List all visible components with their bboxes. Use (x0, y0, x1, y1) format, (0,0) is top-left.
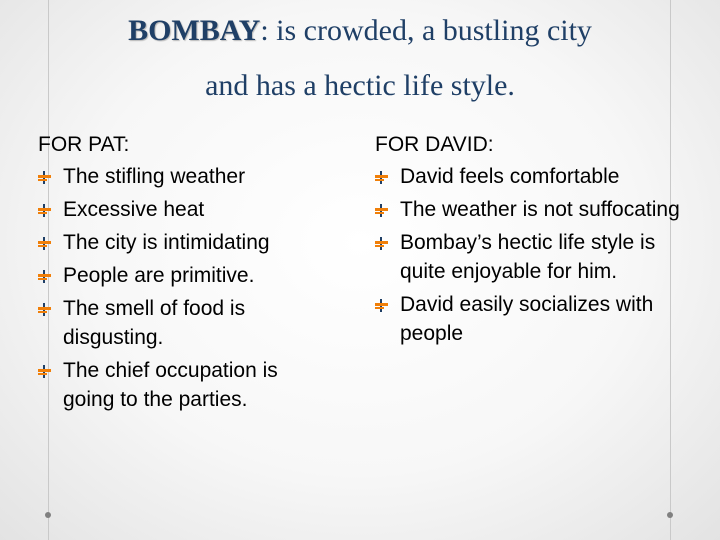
list-item (38, 261, 328, 290)
pat-list (38, 162, 328, 414)
arrow-bullet-icon (375, 237, 388, 250)
arrow-bullet-icon (375, 204, 388, 217)
slide-title (0, 8, 720, 108)
list-item-text: The chief occupation is going to the parties. (63, 359, 278, 411)
arrow-bullet-icon (375, 299, 388, 312)
list-item (38, 195, 328, 224)
list-item (38, 356, 328, 414)
list-item-text: David feels comfortable (400, 165, 620, 188)
title-line-1-text: : is crowded, a bustling city (260, 14, 592, 47)
arrow-bullet-icon (38, 204, 51, 217)
list-item (38, 294, 328, 352)
left-frame-dot (45, 512, 51, 518)
arrow-bullet-icon (38, 171, 51, 184)
arrow-bullet-icon (38, 270, 51, 283)
pat-column (38, 129, 328, 418)
arrow-bullet-icon (38, 303, 51, 316)
right-frame-dot (667, 512, 673, 518)
list-item-text: Excessive heat (63, 198, 205, 221)
arrow-bullet-icon (375, 171, 388, 184)
title-line-2: and has a hectic life style. (205, 69, 515, 102)
list-item-text: The city is intimidating (63, 231, 270, 254)
list-item (375, 228, 705, 286)
arrow-bullet-icon (38, 237, 51, 250)
title-line-1 (0, 8, 720, 53)
list-item-text: Bombay’s hectic life style is quite enjoyable for him. (400, 231, 656, 283)
david-heading: FOR DAVID: (375, 133, 494, 156)
list-item-text: David easily socializes with people (400, 293, 654, 345)
david-column (375, 129, 705, 352)
list-item (38, 162, 328, 191)
list-item (38, 228, 328, 257)
list-item (375, 195, 705, 224)
list-item (375, 162, 705, 191)
list-item-text: The smell of food is disgusting. (63, 297, 246, 349)
pat-heading: FOR PAT: (38, 133, 130, 156)
arrow-bullet-icon (38, 365, 51, 378)
title-accent: BOMBAY (128, 14, 261, 47)
list-item (375, 290, 705, 348)
list-item-text: The weather is not suffocating (400, 198, 680, 221)
david-list (375, 162, 705, 348)
list-item-text: The stifling weather (63, 165, 246, 188)
list-item-text: People are primitive. (63, 264, 255, 287)
